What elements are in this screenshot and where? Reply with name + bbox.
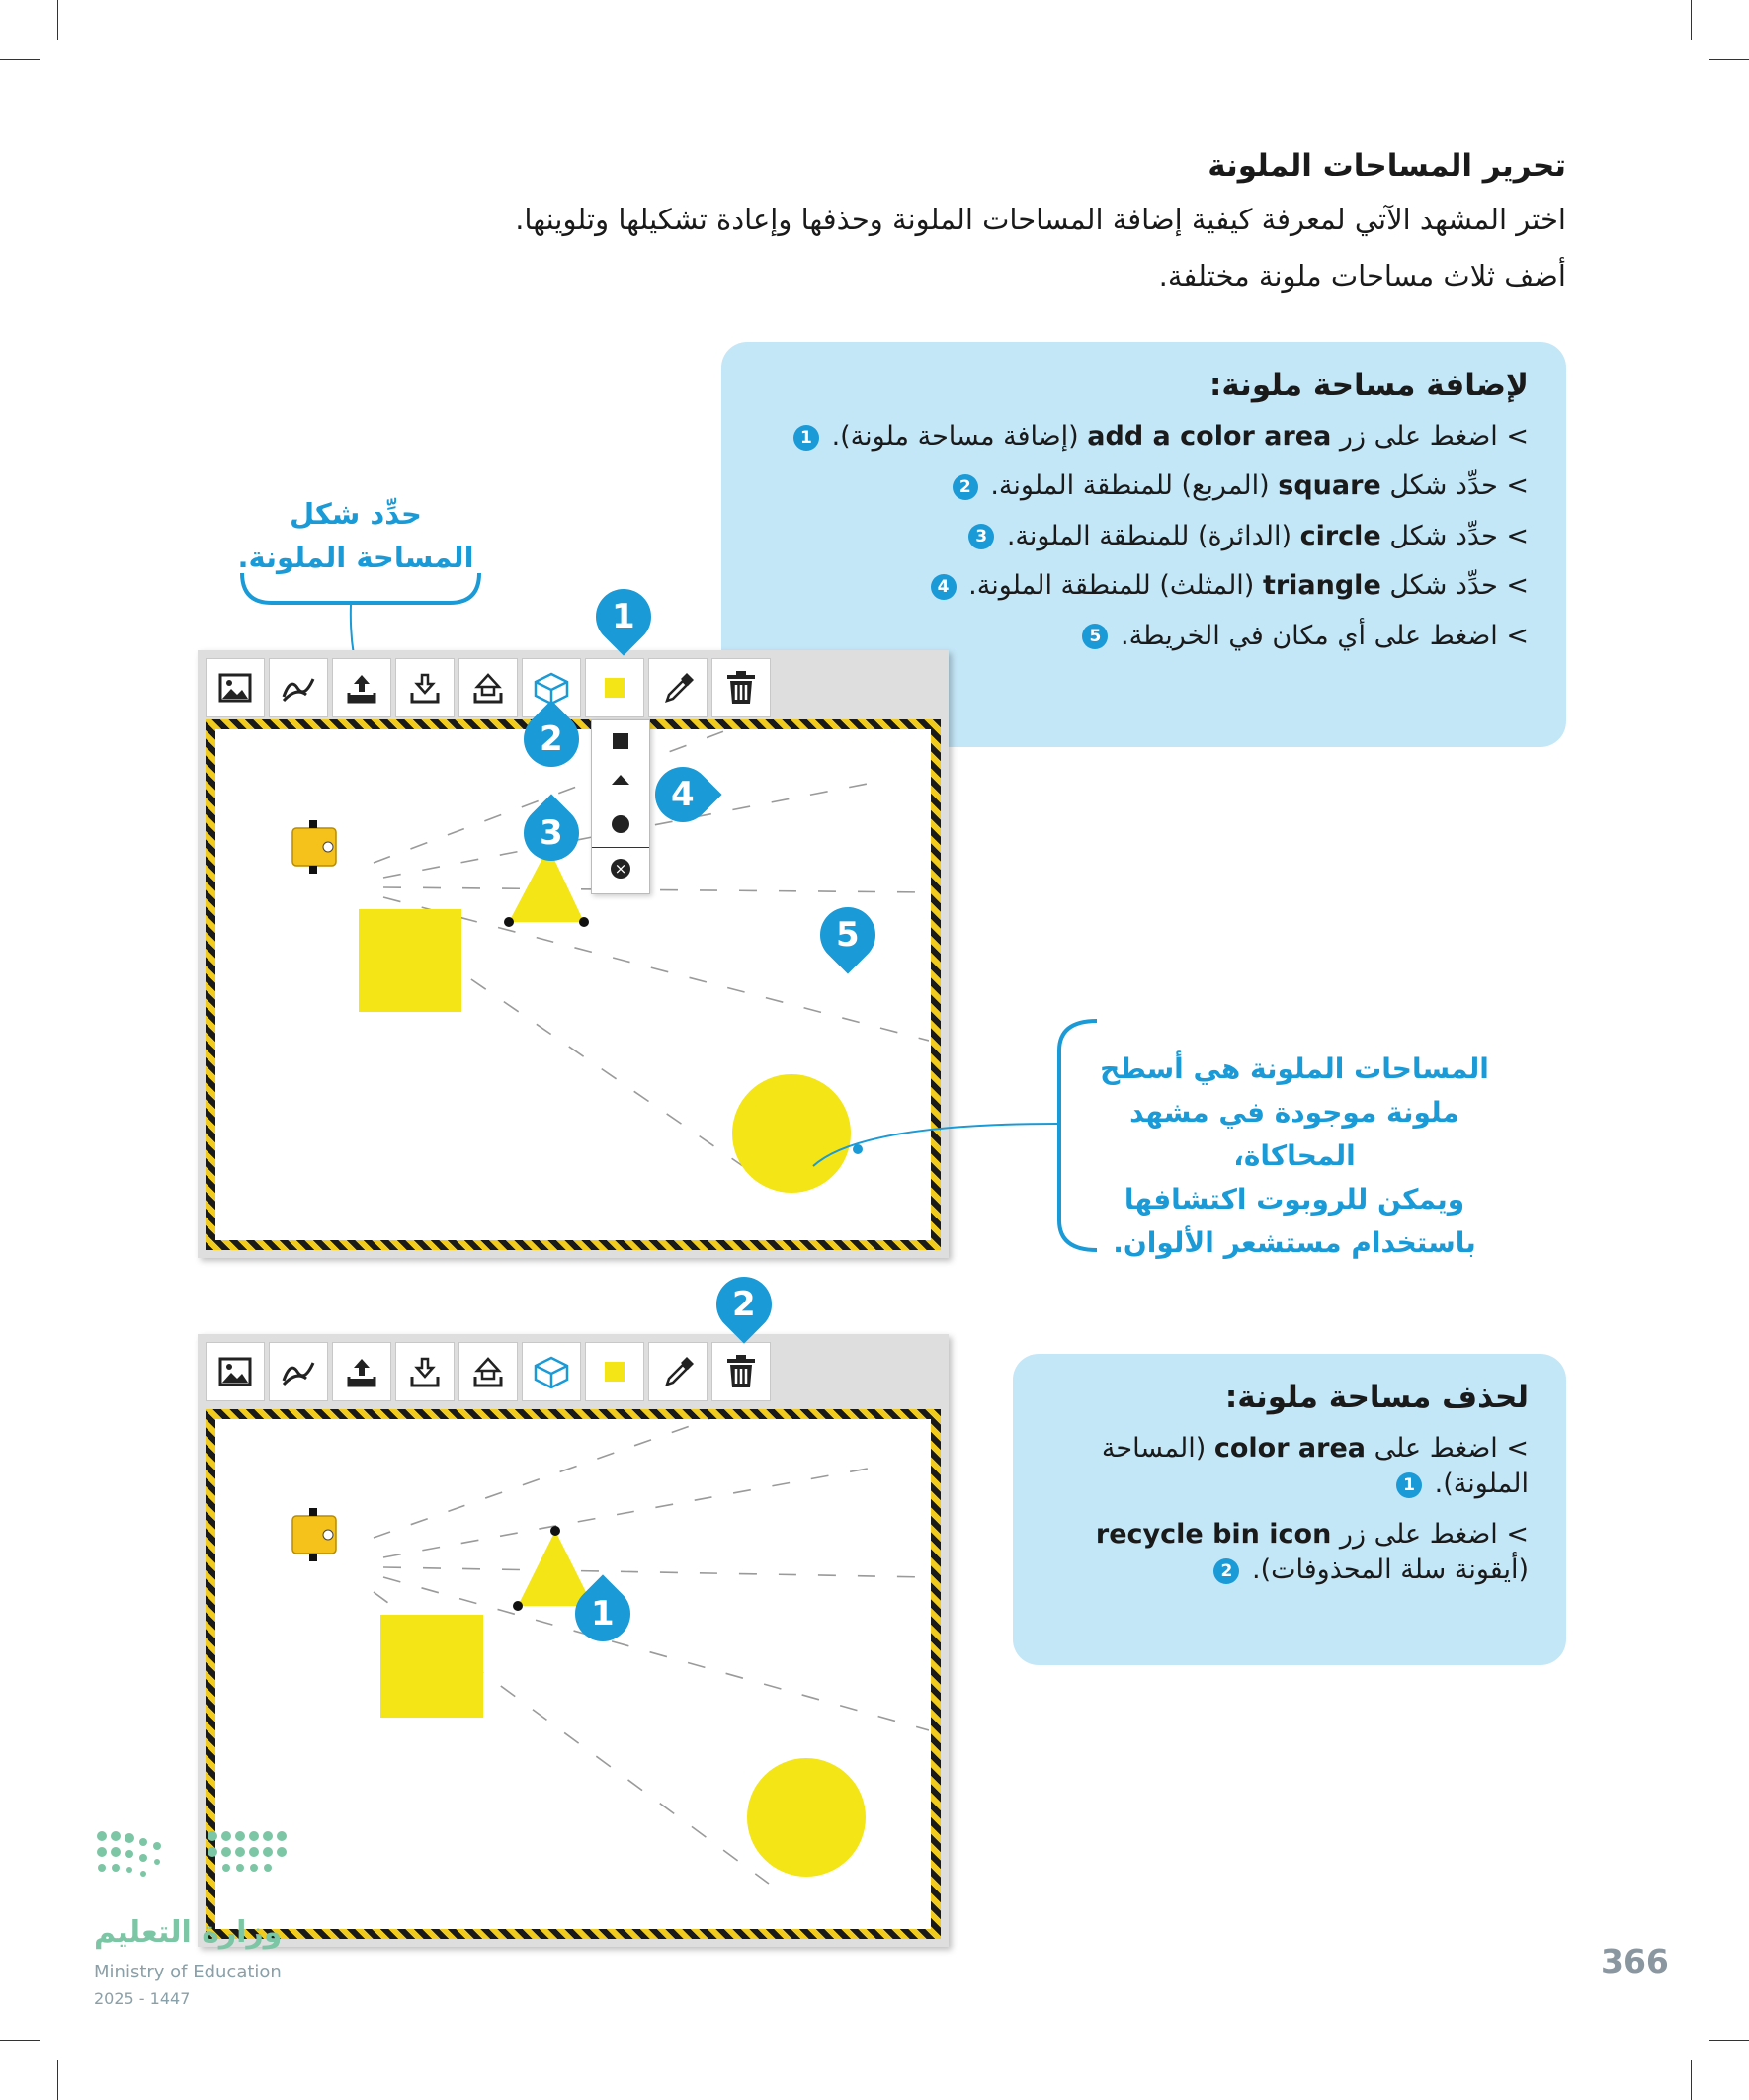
circle-shape-option[interactable] [612,815,629,833]
color-picker-icon[interactable] [648,1342,708,1401]
color-area-note: المساحات الملونة هي أسطح ملونة موجودة في مشهد المحاكاة، ويمكن للروبوت اكتشافها باستخدام مستشعر الألوان. [1100,1052,1489,1259]
callout-3: 3 [512,794,590,872]
save-icon[interactable] [458,658,518,717]
edition-year: 2025 - 1447 [94,1989,191,2008]
robot[interactable] [292,820,336,874]
upload-icon[interactable] [332,1342,391,1401]
ministry-name-ar: وزارة التعليم [94,1915,283,1950]
callout-2: 2 [705,1265,783,1343]
step-number-badge: 2 [953,474,978,500]
add-box-heading: لإضافة مساحة ملونة: [1208,368,1529,403]
ministry-logo-icon [94,1828,301,1897]
add-color-area-icon[interactable] [585,658,644,717]
arena-scene [215,1419,929,1919]
circle-color-area[interactable] [747,1758,866,1877]
image-icon[interactable] [206,658,265,717]
draw-path-icon[interactable] [269,658,328,717]
color-area-note-bracket [810,1013,1107,1260]
step-number-badge: 1 [793,425,819,451]
download-icon[interactable] [395,1342,455,1401]
callout-5: 5 [808,895,886,973]
square-shape-option[interactable] [613,733,628,749]
delete-step-1: > اضغط على color area (المساحة الملونة). 1 [1101,1433,1529,1500]
save-icon[interactable] [458,1342,518,1401]
callout-1: 1 [584,577,662,655]
robot[interactable] [292,1508,336,1561]
color-picker-icon[interactable] [648,658,708,717]
step-number-badge: 5 [1082,624,1108,649]
shape-note: حدِّد شكل المساحة الملونة. [237,497,474,574]
step-number-badge: 4 [931,574,957,600]
add-step-1: > اضغط على زر add a color area (إضافة مساحة ملونة). 1 [721,419,1529,455]
step-number-badge: 3 [968,524,994,549]
upload-icon[interactable] [332,658,391,717]
section-title: تحرير المساحات الملونة [1208,148,1566,184]
download-icon[interactable] [395,658,455,717]
add-step-5: > اضغط على أي مكان في الخريطة. 5 [721,619,1529,654]
delete-box-heading: لحذف مساحة ملونة: [1224,1380,1529,1415]
square-color-area[interactable] [380,1615,483,1718]
3d-box-icon[interactable] [522,1342,581,1401]
simulator-toolbar [206,1342,771,1401]
recycle-bin-icon[interactable] [711,1342,771,1401]
shape-dropdown [591,719,650,894]
callout-1: 1 [563,1574,641,1652]
delete-step-2: > اضغط على زر recycle bin icon (أيقونة سلة المحذوفات). 2 [1095,1518,1529,1586]
close-dropdown-icon[interactable]: × [611,859,630,879]
add-step-3: > حدِّد شكل circle (الدائرة) للمنطقة الملونة. 3 [721,519,1529,554]
simulator-toolbar [206,658,771,717]
triangle-shape-option[interactable] [612,775,629,785]
simulator-window-delete [198,1334,949,1947]
simulation-arena[interactable] [206,1409,941,1939]
page-number: 366 [1601,1942,1669,1980]
recycle-bin-icon[interactable] [711,658,771,717]
intro-text: اختر المشهد الآتي لمعرفة كيفية إضافة المساحات الملونة وحذفها وإعادة تشكيلها وتلوينها. [515,203,1566,236]
callout-2: 2 [512,700,590,778]
intro-instruction: أضف ثلاث مساحات ملونة مختلفة. [1158,259,1566,293]
square-color-area[interactable] [359,909,461,1012]
image-icon[interactable] [206,1342,265,1401]
draw-path-icon[interactable] [269,1342,328,1401]
step-number-badge: 1 [1396,1472,1422,1498]
add-color-area-icon[interactable] [585,1342,644,1401]
add-step-2: > حدِّد شكل square (المربع) للمنطقة الملونة. 2 [721,468,1529,504]
delete-color-area-box [1013,1354,1566,1665]
step-number-badge: 2 [1213,1558,1239,1584]
callout-4: 4 [643,755,721,833]
ministry-name-en: Ministry of Education [94,1962,282,1982]
add-step-4: > حدِّد شكل triangle (المثلث) للمنطقة الملونة. 4 [721,568,1529,604]
